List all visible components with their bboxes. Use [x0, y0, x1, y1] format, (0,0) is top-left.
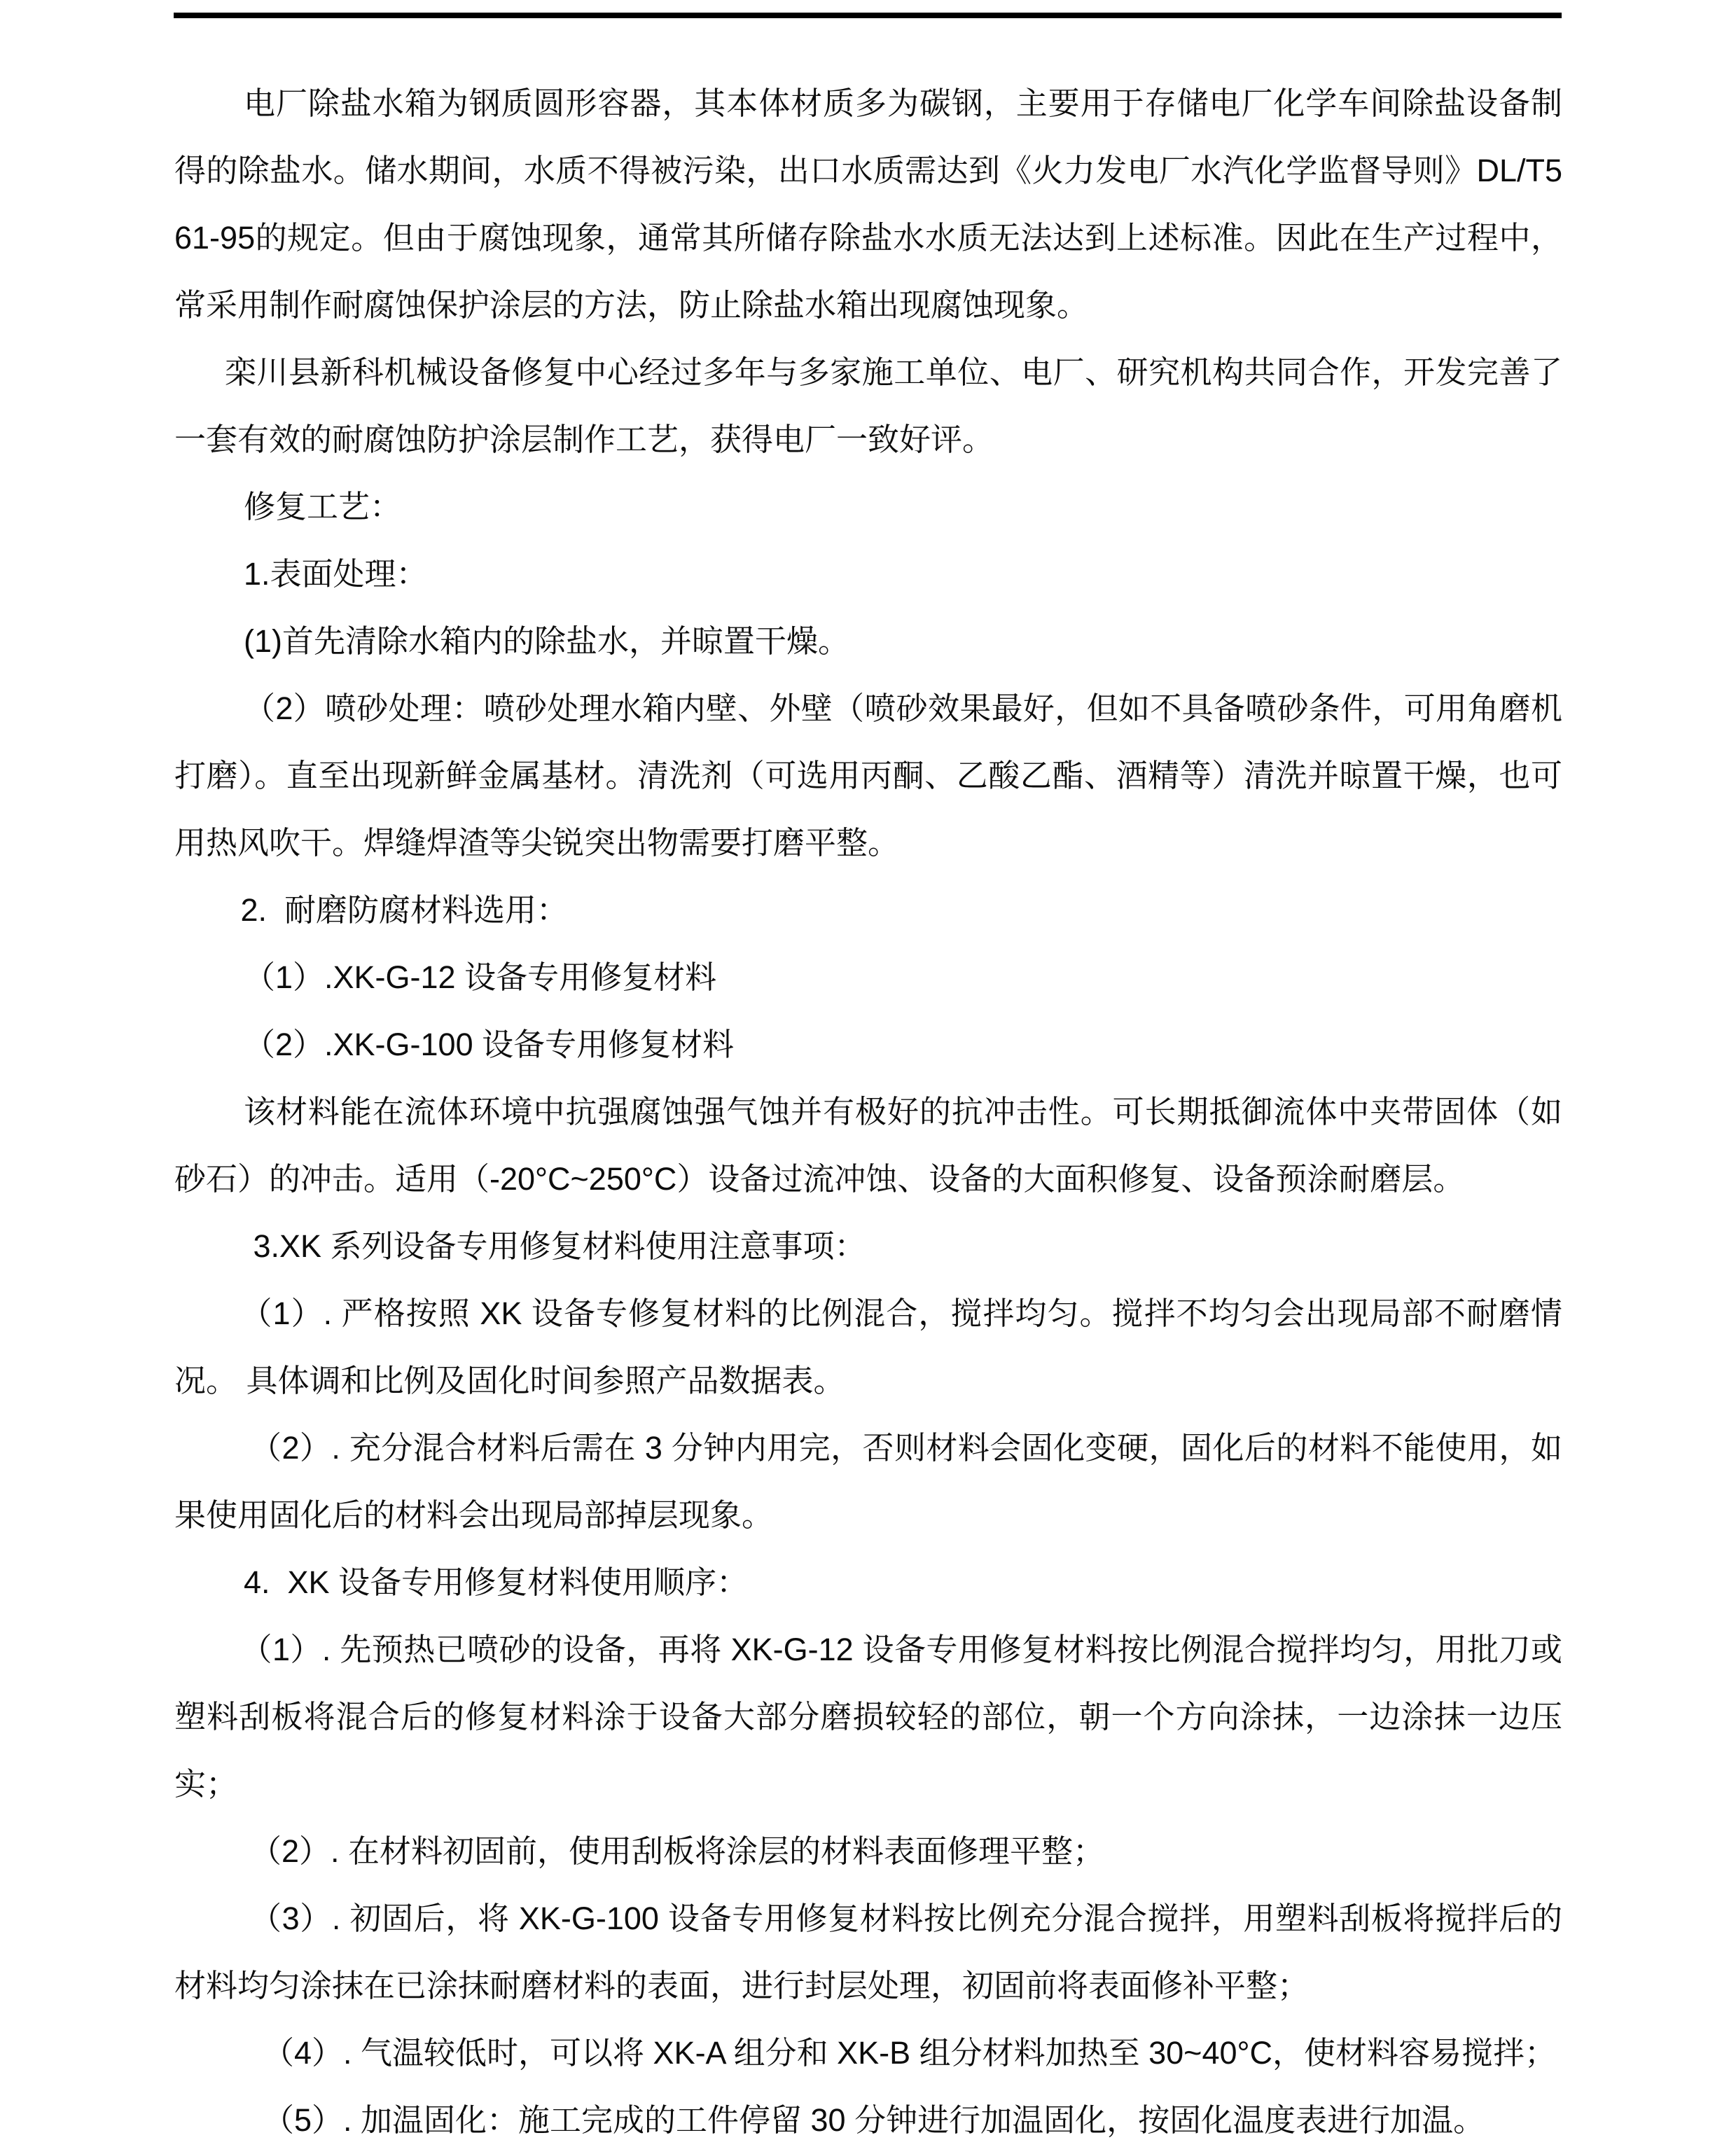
para-tank-intro: 电厂除盐水箱为钢质圆形容器，其本体材质多为碳钢，主要用于存储电厂化学车间除盐设备制得的除盐水。储水期间，水质不得被污染，出口水质需达到《火力发电厂水汽化学监督导则》DL/T561-95的规定。但由于腐蚀现象，通常其所储存除盐水水质无法达到上述标准。因此在生产过程中，常采用制作耐腐蚀保护涂层的方法，防止除盐水箱出现腐蚀现象。	[174, 85, 1562, 323]
para-material-properties: 该材料能在流体环境中抗强腐蚀强气蚀并有极好的抗冲击性。可长期抵御流体中夹带固体（如砂石）的冲击。适用（-20°C~250°C）设备过流冲蚀、设备的大面积修复、设备预涂耐磨层。	[174, 1094, 1562, 1197]
item-order-step-5: （5）. 加温固化：施工完成的工件停留 30 分钟进行加温固化，按固化温度表进行加温。	[263, 2102, 1485, 2138]
heading-repair-process: 修复工艺：	[244, 489, 402, 524]
para-company-intro: 栾川县新科机械设备修复中心经过多年与多家施工单位、电厂、研究机构共同合作，开发完善了一套有效的耐腐蚀防护涂层制作工艺，获得电厂一致好评。	[174, 354, 1562, 457]
item-note-mix-ratio: （1）. 严格按照 XK 设备专修复材料的比例混合，搅拌均匀。搅拌不均匀会出现局部不耐磨情况。 具体调和比例及固化时间参照产品数据表。	[174, 1295, 1562, 1398]
item-order-step-1: （1）. 先预热已喷砂的设备，再将 XK-G-12 设备专用修复材料按比例混合搅拌均匀，用批刀或塑料刮板将混合后的修复材料涂于设备大部分磨损较轻的部位，朝一个方向涂抹，一边涂抹一边压实；	[174, 1632, 1562, 1802]
document-body	[174, 70, 1562, 2154]
item-order-step-2: （2）. 在材料初固前，使用刮板将涂层的材料表面修理平整；	[250, 1833, 1105, 1869]
top-border-rule	[174, 13, 1562, 18]
item-surface-step-1: (1)首先清除水箱内的除盐水，并晾置干燥。	[244, 623, 849, 659]
heading-material-selection: 2. 耐磨防腐材料选用：	[240, 892, 569, 928]
heading-surface-treatment: 1.表面处理：	[244, 556, 428, 592]
item-material-xk-g-100: （2）.XK-G-100 设备专用修复材料	[244, 1027, 735, 1062]
item-note-use-time: （2）. 充分混合材料后需在 3 分钟内用完，否则材料会固化变硬，固化后的材料不能使用，如果使用固化后的材料会出现局部掉层现象。	[174, 1430, 1562, 1533]
item-order-step-4: （4）. 气温较低时，可以将 XK-A 组分和 XK-B 组分材料加热至 30~40°C，使材料容易搅拌；	[263, 2035, 1557, 2071]
heading-usage-notes: 3.XK 系列设备专用修复材料使用注意事项：	[253, 1228, 866, 1264]
item-surface-step-2: （2）喷砂处理：喷砂处理水箱内壁、外壁（喷砂效果最好，但如不具备喷砂条件，可用角磨机打磨）。直至出现新鲜金属基材。清洗剂（可选用丙酮、乙酸乙酯、酒精等）清洗并晾置干燥，也可用热风吹干。焊缝焊渣等尖锐突出物需要打磨平整。	[174, 690, 1562, 861]
heading-usage-order: 4. XK 设备专用修复材料使用顺序：	[244, 1564, 749, 1600]
item-order-step-3: （3）. 初固后，将 XK-G-100 设备专用修复材料按比例充分混合搅拌，用塑料刮板将搅拌后的材料均匀涂抹在已涂抹耐磨材料的表面，进行封层处理，初固前将表面修补平整；	[174, 1901, 1562, 2003]
item-material-xk-g-12: （1）.XK-G-12 设备专用修复材料	[244, 959, 717, 995]
